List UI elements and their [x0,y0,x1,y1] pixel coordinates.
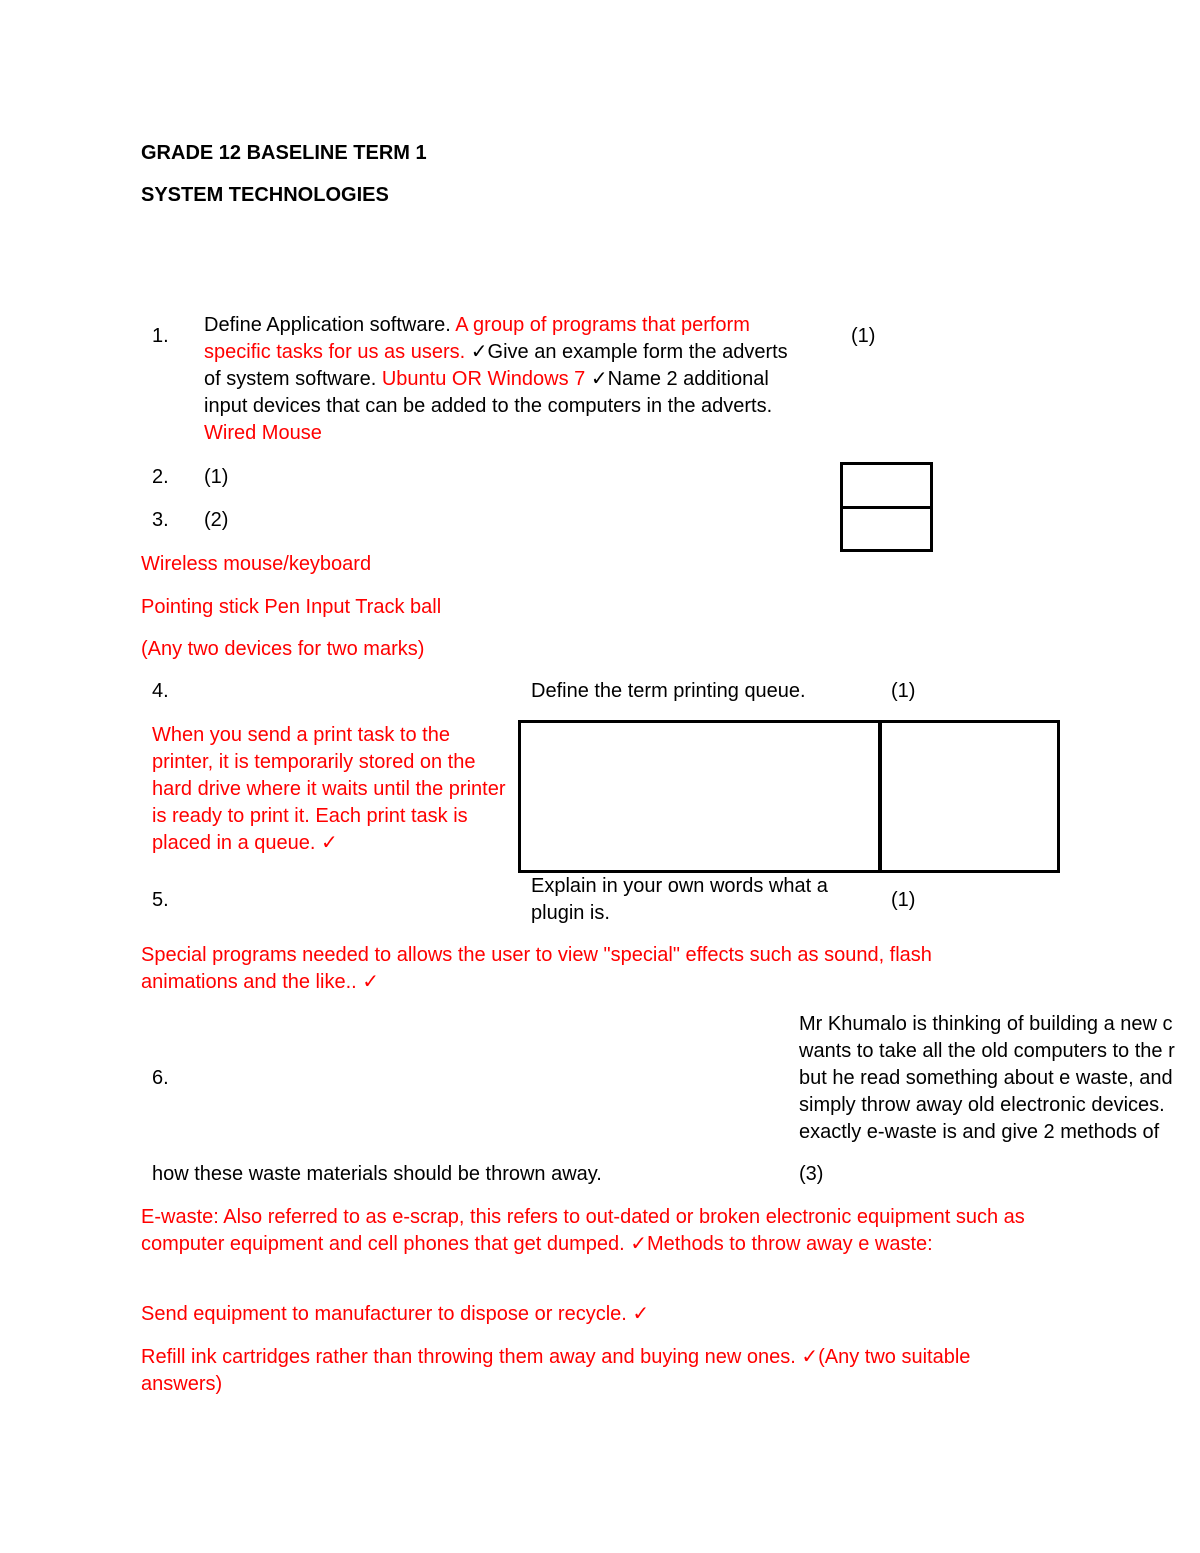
answer-box-3 [840,506,933,552]
answer-6a-continuation: Methods to throw away e waste: [646,1233,933,1255]
question-4-text: Define the term printing queue. [531,680,806,702]
tick-icon: ✓ [362,971,380,993]
answer-6a-text: E-waste: Also referred to as e-scrap, this refers to out-dated or broken electronic equipment such as computer equipment and cell phones that get dumped. [141,1206,1025,1255]
question-1a: Define Application software. [204,314,451,336]
question-1-marks: (1) [851,325,876,347]
question-6-line-1: Mr Khumalo is thinking of building a new c [799,1013,1173,1035]
answer-5 [141,942,1021,996]
answer-box-4-left [518,720,882,873]
document-subtitle: SYSTEM TECHNOLOGIES [141,184,389,206]
question-1-text [204,312,804,447]
question-3-number: 3. [152,509,169,531]
answer-6a [141,1204,1036,1258]
question-2-number: 2. [152,466,169,488]
answer-1b: Ubuntu OR Windows 7 [381,368,586,390]
answer-6c-text: Refill ink cartridges rather than throwing them away and buying new ones. [141,1346,796,1368]
question-3-marks: (2) [204,509,229,531]
answer-devices-note: (Any two devices for two marks) [141,638,425,660]
question-5-marks: (1) [891,889,916,911]
question-5-text: Explain in your own words what a plugin is. [531,875,828,924]
question-4-number: 4. [152,680,169,702]
answer-6b-text: Send equipment to manufacturer to dispose or recycle. [141,1303,627,1325]
question-1-number: 1. [152,325,169,347]
question-5-number: 5. [152,889,169,911]
question-6-continuation: how these waste materials should be thrown away. [152,1163,602,1185]
document-title: GRADE 12 BASELINE TERM 1 [141,142,427,164]
question-1c: Name 2 additional input devices that can be added to the computers in the adverts. [204,368,773,417]
question-6-line-4: simply throw away old electronic devices. [799,1094,1165,1116]
question-6-line-5: exactly e-waste is and give 2 methods of [799,1121,1160,1143]
tick-icon: ✓ [632,1303,650,1325]
question-6-number: 6. [152,1067,169,1089]
question-6-line-3: but he read something about e waste, and [799,1067,1173,1089]
answer-1c: Wired Mouse [204,422,322,444]
answer-6c [141,1344,1051,1398]
answer-6b [141,1301,649,1328]
question-1b: Give an example form the adverts of system software. [204,341,788,390]
answer-4 [152,722,508,857]
question-2-marks: (1) [204,466,229,488]
tick-icon: ✓ [801,1346,819,1368]
answer-5-text: Special programs needed to allows the user to view "special" effects such as sound, flash animations and the like.. [141,944,932,993]
question-6-marks: (3) [799,1163,824,1185]
question-6-line-2: wants to take all the old computers to the r [799,1040,1175,1062]
answer-4-text: When you send a print task to the printer, it is temporarily stored on the hard drive where it waits until the printer is ready to print it. Each print task is placed in a queue. [152,724,506,854]
answer-6c-continuation: (Any two suitable answers) [141,1346,971,1395]
answer-box-2 [840,462,933,509]
answer-devices-line-2: Pointing stick Pen Input Track ball [141,596,442,618]
answer-box-4-right [878,720,1060,873]
tick-icon: ✓ [590,368,608,390]
tick-icon: ✓ [470,341,488,363]
question-4-marks: (1) [891,680,916,702]
tick-icon: ✓ [321,832,338,854]
answer-1a: A group of programs that perform specific tasks for us as users. [204,314,750,363]
tick-icon: ✓ [630,1233,647,1255]
answer-devices-line-1: Wireless mouse/keyboard [141,553,372,575]
